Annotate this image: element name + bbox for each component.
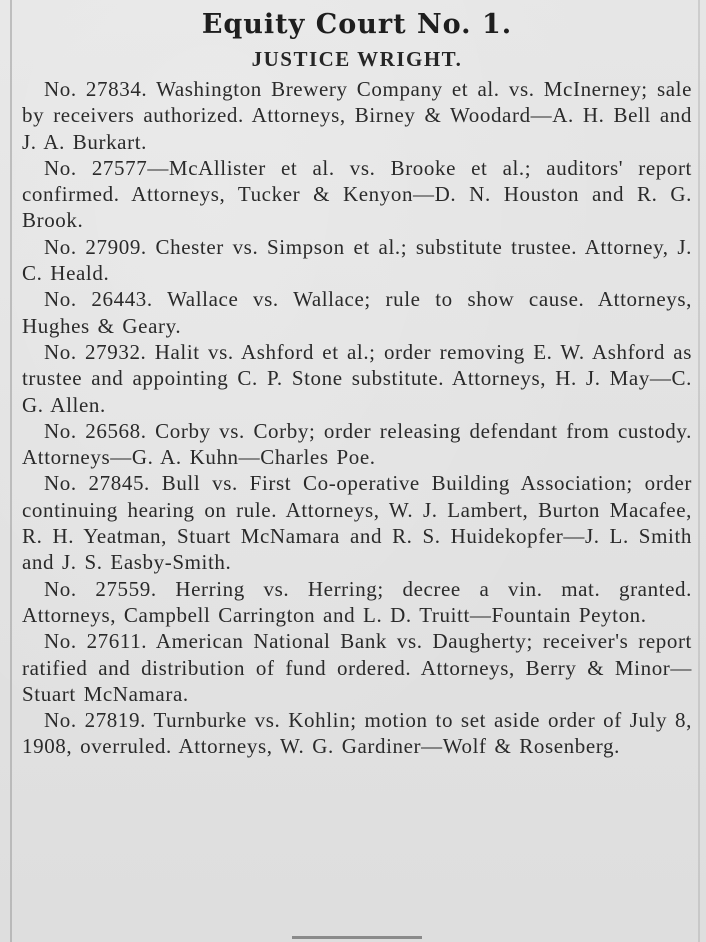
court-heading: Equity Court No. 1.: [201, 9, 513, 40]
case-entry: No. 27819. Turnburke vs. Kohlin; motion to set aside order of July 8, 1908, overruled. Attorneys, W. G. Gardiner—Wolf & Rosenberg.: [22, 708, 692, 759]
column-rule-left: [10, 0, 12, 942]
case-entry: No. 26568. Corby vs. Corby; order releasing defendant from custody. Attorneys—G. A. Kuhn—Charles Poe.: [22, 418, 692, 470]
case-entry: No. 27577—McAllister et al. vs. Brooke et al.; auditors' report confirmed. Attorneys, Tucker & Kenyon—D. N. Houston and R. G. Brook.: [22, 155, 692, 233]
case-entry: No. 27932. Halit vs. Ashford et al.; order removing E. W. Ashford as trustee and appointing C. P. Stone substitute. Attorneys, H. J. May—C. G. Allen.: [22, 339, 692, 417]
case-entry: No. 27611. American National Bank vs. Daugherty; receiver's report ratified and distribution of fund ordered. Attorneys, Berry & Minor—Stuart McNamara.: [22, 629, 692, 706]
case-entry: No. 27909. Chester vs. Simpson et al.; substitute trustee. Attorney, J. C. Heald.: [22, 234, 692, 286]
court-column: [22, 6, 692, 760]
case-entry: No. 27845. Bull vs. First Co-operative Building Association; order continuing hearing on rule. Attorneys, W. J. Lambert, Burton Macafee, R. H. Yeatman, Stuart McNamara and R. S. Huidekopfer—J. L. Smith and J. S. Easby-Smith.: [22, 471, 692, 575]
case-entry: No. 26443. Wallace vs. Wallace; rule to show cause. Attorneys, Hughes & Geary.: [22, 287, 692, 338]
case-entry: No. 27559. Herring vs. Herring; decree a vin. mat. granted. Attorneys, Campbell Carrington and L. D. Truitt—Fountain Peyton.: [22, 576, 692, 627]
section-divider: [292, 936, 422, 939]
justice-subheading: JUSTICE WRIGHT.: [251, 47, 463, 71]
case-entry: No. 27834. Washington Brewery Company et al. vs. McInerney; sale by receivers authorized. Attorneys, Birney & Woodard—A. H. Bell and J. A. Burkart.: [22, 77, 692, 154]
column-rule-right: [698, 0, 700, 942]
